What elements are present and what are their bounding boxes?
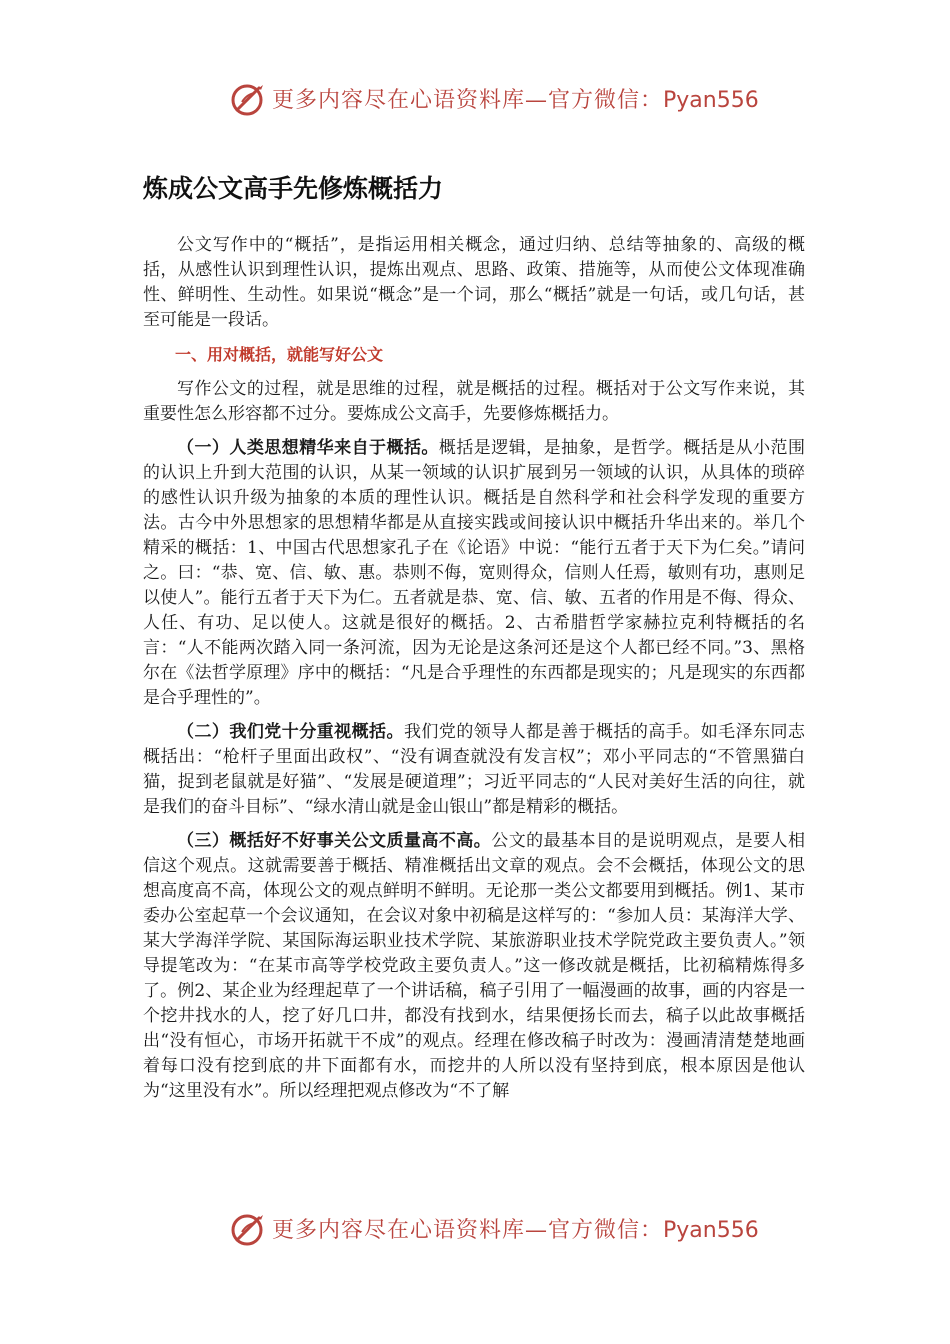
- page-title: 炼成公文高手先修炼概括力: [143, 174, 444, 203]
- header-banner: [0, 80, 950, 126]
- article-body: [143, 233, 805, 1104]
- point-lead: （三）概括好不好事关公文质量高不高。: [177, 831, 492, 851]
- point-paragraph: [143, 829, 805, 1104]
- section-paragraph: 写作公文的过程，就是思维的过程，就是概括的过程。概括对于公文写作来说，其重要性怎么形容都不过分。要炼成公文高手，先要修炼概括力。: [143, 379, 805, 424]
- wechat-id: Pyan556: [663, 88, 759, 113]
- point-lead: （一）人类思想精华来自于概括。: [177, 438, 439, 458]
- point-paragraph: [143, 436, 805, 711]
- wechat-id: Pyan556: [663, 1218, 759, 1243]
- point-lead: （二）我们党十分重视概括。: [177, 722, 404, 742]
- pen-logo-icon: [228, 80, 268, 120]
- footer-banner-text: 更多内容尽在心语资料库—官方微信：Pyan556: [272, 1218, 759, 1243]
- point-text: 公文的最基本目的是说明观点，是要人相信这个观点。这就需要善于概括、精准概括出文章的观点。会不会概括，体现公文的思想高度高不高，体现公文的观点鲜明不鲜明。无论那一类公文都要用到概括。例1、某市委办公室起草一个会议通知，在会议对象中初稿是这样写的：“参加人员：某海洋大学、某大学海洋学院、某国际海运职业技术学院、某旅游职业技术学院党政主要负责人。”领导提笔改为：“在某市高等学校党政主要负责人。”这一修改就是概括，比初稿精炼得多了。例2、某企业为经理起草了一个讲话稿，稿子引用了一幅漫画的故事，画的内容是一个挖井找水的人，挖了好几口井，都没有找到水，结果便扬长而去，稿子以此故事概括出“没有恒心，市场开拓就干不成”的观点。经理在修改稿子时改为：漫画清清楚楚地画着每口没有挖到底的井下面都有水，而挖井的人所以没有坚持到底，根本原因是他认为“这里没有水”。所以经理把观点修改为“不了解: [143, 831, 806, 1101]
- header-banner-text: 更多内容尽在心语资料库—官方微信：Pyan556: [272, 88, 759, 113]
- point-text: 概括是逻辑，是抽象，是哲学。概括是从小范围的认识上升到大范围的认识，从某一领域的认识扩展到另一领域的认识，从具体的琐碎的感性认识升级为抽象的本质的理性认识。概括是自然科学和社会科学发现的重要方法。古今中外思想家的思想精华都是从直接实践或间接认识中概括升华出来的。举几个精采的概括：1、中国古代思想家孔子在《论语》中说：“能行五者于天下为仁矣。”请问之。曰：“恭、宽、信、敏、惠。恭则不侮，宽则得众，信则人任焉，敏则有功，惠则足以使人”。能行五者于天下为仁。五者就是恭、宽、信、敏、五者的作用是不侮、得众、人任、有功、足以使人。这就是很好的概括。2、古希腊哲学家赫拉克利特概括的名言：“人不能两次踏入同一条河流，因为无论是这条河还是这个人都已经不同。”3、黑格尔在《法哲学原理》序中的概括：“凡是合乎理性的东西都是现实的；凡是现实的东西都是合乎理性的”。: [143, 438, 806, 708]
- footer-banner: [0, 1210, 950, 1256]
- section-heading: 一、用对概括，就能写好公文: [175, 345, 384, 364]
- pen-logo-icon: [228, 1210, 268, 1250]
- point-text: 我们党的领导人都是善于概括的高手。如毛泽东同志概括出：“枪杆子里面出政权”、“没有调查就没有发言权”；邓小平同志的“不管黑猫白猫，捉到老鼠就是好猫”、“发展是硬道理”；习近平同志的“人民对美好生活的向往，就是我们的奋斗目标”、“绿水清山就是金山银山”都是精彩的概括。: [143, 722, 806, 817]
- point-paragraph: [143, 720, 805, 820]
- intro-paragraph: 公文写作中的“概括”，是指运用相关概念，通过归纳、总结等抽象的、高级的概括，从感性认识到理性认识，提炼出观点、思路、政策、措施等，从而使公文体现准确性、鲜明性、生动性。如果说“概念”是一个词，那么“概括”就是一句话，或几句话，甚至可能是一段话。: [143, 235, 805, 330]
